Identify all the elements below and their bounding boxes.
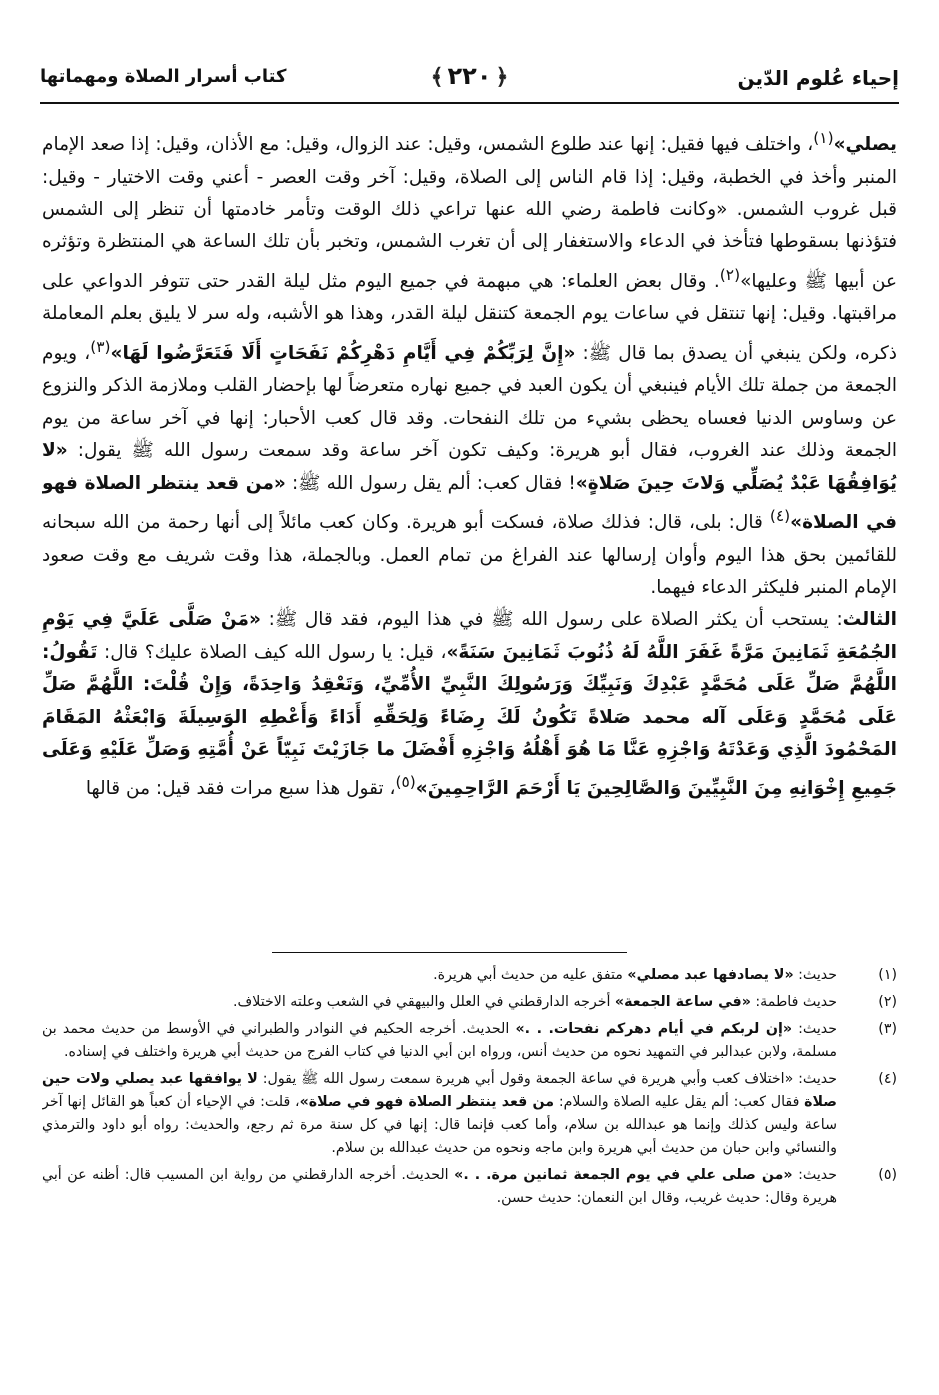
footnote-divider (272, 952, 627, 953)
footnote-number: (٣) (878, 1021, 897, 1037)
text-run: يصلي» (833, 134, 897, 156)
text-run: الحديث. أخرجه الحكيم في النوادر والطبراني في الأوسط من حديث محمد بن مسلمة، ولابن عبدالبر في التمهيد نحوه من حديث أنس، ورواه ابن أبي الدنيا في كتاب الفرج من حديث أبي هريرة واختلف في إسناده. (42, 1021, 837, 1060)
hadith-quote: «في ساعة الجمعة» (614, 994, 751, 1010)
text-run: . وقال بعض العلماء: هي مبهمة في جميع اليوم مثل ليلة القدر حتى تتوفر الدواعي على مراقبتها. وقيل: إنها تنتقل في ساعات يوم الجمعة كتنقل ليلة القدر، وهذا هو الأشبه، وله سر لا يليق بعلم المعاملة ذكره، ولكن ينبغي أن يصدق بما قال ﷺ: (42, 270, 897, 364)
footnote-number: (٢) (878, 994, 897, 1010)
footnote-marker: (١) (813, 129, 834, 147)
text-run: ، قلت: في الإحياء أن كعباً هو القائل إنها آخر ساعة وليس كذلك وإنما هو عبدالله بن سلام، وأما كعب فإنما قال: إنها في كل سنة مرة ثم رجع، والحديث: رواه أبو داود والترمذي والنسائي وابن حبان من حديث أبي هريرة وابن ماجه ونحوه من حديث عبدالله بن سلام. (42, 1094, 837, 1156)
hadith-quote: «إن لربكم في أيام دهركم نفحات. . .» (515, 1021, 792, 1037)
text-run: ، ويوم الجمعة من جملة تلك الأيام فينبغي أن يكون العبد في جميع نهاره متعرضاً لها بإحضار القلب وملازمة الذكر والنزوع عن وساوس الدنيا فعساه يحظى بشيء من تلك النفحات. وقد قال كعب الأحبار: إنها في آخر ساعة من يوم الجمعة وذلك عند الغروب، فقال أبو هريرة: وكيف تكون آخر ساعة وقد سمعت رسول الله ﷺ يقول: (42, 342, 897, 462)
hadith-quote: «لا يُوَافِقُهَا عَبْدٌ يُصَلِّي وَلاتَ حِينَ صَلاةٍ» (42, 440, 897, 494)
footnote-4 (42, 1068, 897, 1160)
text-run: ، تقول هذا سبع مرات فقد قيل: من قالها (85, 778, 396, 800)
footnote-marker: (٣) (90, 337, 111, 356)
text-run: الحديث. أخرجه الدارقطني من رواية ابن المسيب قال: أظنه عن أبي هريرة وقال: حديث غريب، وقال ابن النعمان: حديث حسن. (42, 1167, 837, 1206)
hadith-quote: «إِنَّ لِرَبِّكُمْ فِي أَيَّامِ دَهْرِكُمْ نَفَحَاتٍ أَلَا فَتَعَرَّضُوا لَهَا» (110, 342, 576, 364)
header-divider (40, 102, 899, 104)
footnote-text (42, 991, 837, 1014)
hadith-quote: «من صلى علي في يوم الجمعة ثمانين مرة. . .» (454, 1167, 793, 1183)
text-run: حديث: (792, 1167, 837, 1183)
text-run: حديث: (791, 1021, 837, 1037)
page-number: ٢٢٠ (447, 62, 492, 90)
page-number-group (427, 62, 513, 90)
footnote-text (42, 1164, 837, 1210)
footnote-1 (42, 964, 897, 987)
footnote-number: (١) (878, 967, 897, 983)
text-run: قال: بلى، قال: فذلك صلاة، فسكت أبو هريرة. وكان كعب مائلاً إلى أنها رحمة من الله سبحانه للقائمين بحق هذا اليوم وأوان إرسالها عند الفراغ من تمام العمل. وبالجملة، هذا وقت شريف مع وقت صعود الإمام المنبر فليكثر الدعاء فيهما. (42, 512, 897, 598)
text-run: ! فقال كعب: ألم يقل رسول الله ﷺ: (285, 472, 576, 494)
text-run: ، واختلف فيها فقيل: إنها عند طلوع الشمس، وقيل: عند الزوال، وقيل: مع الأذان، وقيل: إذا صعد الإمام المنبر وأخذ في الخطبة، وقيل: إذا قام الناس إلى الصلاة، وقيل: آخر وقت العصر - أعني وقت الاختيار - وقيل: قبل غروب الشمس. «وكانت فاطمة رضي الله عنها تراعي ذلك الوقت وتأمر خادمتها أن تنظر إلى الشمس فتؤذنها بسقوطها فتأخذ في الدعاء والاستغفار إلى أن تغرب الشمس، وتخبر بأن تلك الساعة هي المنتظرة وتؤثره عن أبيها ﷺ وعليها» (42, 134, 897, 292)
footnote-marker: (٢) (719, 265, 741, 284)
hadith-quote: «من قعد ينتظر الصلاة فهو في الصلاة» (42, 472, 897, 534)
hadith-quote: لا يوافقها عبد يصلي ولات حين صلاة (42, 1071, 837, 1110)
hadith-quote: تَقُولُ: اللَّهُمَّ صَلِّ عَلَى مُحَمَّدٍ عَبْدِكَ وَنَبِيِّكَ وَرَسُولِكَ النَّبِيِّ الأُمِّيِّ، وَتَعْقِدُ وَاحِدَةً، وَإِنْ قُلْتَ: اللَّهُمَّ صَلِّ عَلَى مُحَمَّدٍ وَعَلَى آله محمد صَلاةً تَكُونُ لَكَ رِضَاءً وَلِحَقِّهِ أَدَاءً وَأَعْطِهِ الوَسِيلَةَ وَابْعَثْهُ المَقَامَ المَحْمُودَ الَّذِي وَعَدْتَهُ وَاجْزِهِ عَنَّا مَا هُوَ أَهْلُهُ وَاجْزِهِ أَفْضَلَ ما جَازَيْتَ نَبِيّاً عَنْ أُمَّتِهِ وَصَلِّ عَلَيْهِ وَعَلَى جَمِيعِ إِخْوَانِهِ مِنَ النَّبِيِّينَ وَالصَّالِحِينَ يَا أَرْحَمَ الرَّاحِمِينَ» (42, 641, 897, 800)
hadith-quote: «لا يصادفها عبد مصلي» (627, 967, 794, 983)
text-run: حديث فاطمة: (750, 994, 837, 1010)
footnote-number: (٤) (878, 1071, 897, 1087)
text-run: أخرجه الدارقطني في العلل والبيهقي في الشعب وعلته الاختلاف. (233, 994, 615, 1010)
text-run: حديث: «اختلاف كعب وأبي هريرة في ساعة الجمعة وقول أبي هريرة سمعت رسول الله ﷺ يقول: (257, 1071, 837, 1087)
text-run: : يستحب أن يكثر الصلاة على رسول الله ﷺ في هذا اليوم، فقد قال ﷺ: (260, 609, 843, 631)
text-run: حديث: (793, 967, 837, 983)
hadith-quote: من قعد ينتظر الصلاة فهو في صلاة» (299, 1094, 555, 1110)
text-run: فقال كعب: ألم يقل عليه الصلاة والسلام: (554, 1094, 805, 1110)
footnote-number: (٥) (878, 1167, 897, 1183)
footnote-marker: (٤) (769, 506, 791, 525)
paragraph-2 (42, 604, 897, 806)
page-header (40, 58, 899, 98)
book-title: إحياء عُلوم الدّين (737, 66, 899, 90)
footnote-2 (42, 991, 897, 1014)
footnote-text (42, 1018, 837, 1064)
footnote-text (42, 964, 837, 987)
main-text (42, 122, 897, 942)
hadith-quote: «مَنْ صَلَّى عَلَيَّ فِي يَوْمِ الجُمُعَةِ ثَمَانِينَ مَرَّةً غَفَرَ اللَّهُ لَهُ ذُنُوبَ ثَمَانِينَ سَنَةً» (42, 609, 897, 663)
footnotes (42, 964, 897, 1374)
footnote-3 (42, 1018, 897, 1064)
chapter-title: كتاب أسرار الصلاة ومهماتها (40, 66, 287, 87)
section-label: الثالث (842, 609, 897, 631)
footnote-5 (42, 1164, 897, 1210)
text-run: متفق عليه من حديث أبي هريرة. (433, 967, 628, 983)
text-run: ، قيل: يا رسول الله كيف الصلاة عليك؟ قال: (97, 641, 447, 663)
footnote-marker: (٥) (395, 773, 416, 792)
ornament-left-icon: ﴾ (430, 65, 444, 90)
ornament-right-icon: ﴿ (495, 65, 509, 90)
paragraph-1 (42, 122, 897, 604)
footnote-text (42, 1068, 837, 1160)
